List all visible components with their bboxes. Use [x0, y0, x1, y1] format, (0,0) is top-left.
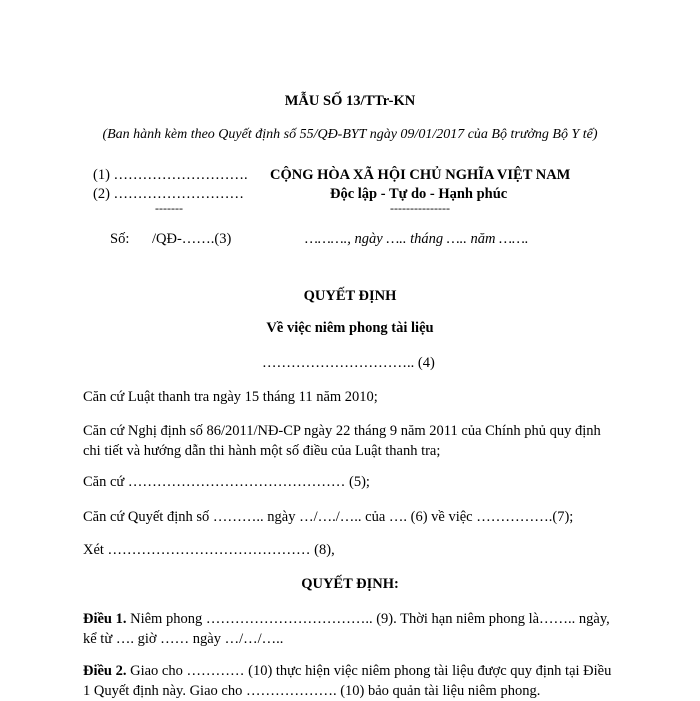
- decision-title: QUYẾT ĐỊNH: [303, 288, 397, 304]
- form-subtitle: (Ban hành kèm theo Quyết định số 55/QĐ-BYT ngày 09/01/2017 của Bộ trưởng Bộ Y tế): [102, 127, 598, 142]
- basis-item: Căn cứ Quyết định số ……….. ngày …/…./….. của …. (6) về việc …………….(7);: [83, 509, 574, 525]
- issuing-authority: ………………………….. (4): [262, 355, 435, 371]
- form-title: MẪU SỐ 13/TTr-KN: [284, 93, 416, 109]
- left-dash: -------: [155, 201, 183, 215]
- decision-subject: Về việc niêm phong tài liệu: [266, 320, 434, 336]
- nation-motto: Độc lập - Tự do - Hạnh phúc: [330, 186, 508, 202]
- article-label: Điều 1.: [83, 611, 127, 627]
- article-1: [83, 609, 618, 649]
- basis-item: Căn cứ Nghị định số 86/2011/NĐ-CP ngày 22 tháng 9 năm 2011 của Chính phủ quy định chi tiết và hướng dẫn thi hành một số điều của Luật thanh tra;: [83, 423, 601, 459]
- decision-number-label: Số:: [110, 231, 130, 247]
- nation-name: CỘNG HÒA XÃ HỘI CHỦ NGHĨA VIỆT NAM: [270, 167, 571, 183]
- right-dash: ---------------: [390, 201, 450, 215]
- article-2: [83, 661, 618, 701]
- agency-line-1: (1) ……………………….: [93, 167, 248, 183]
- basis-item: Căn cứ ……………………………………… (5);: [83, 474, 370, 490]
- agency-line-2: (2) ………………………: [93, 186, 245, 202]
- decide-heading: QUYẾT ĐỊNH:: [301, 576, 399, 592]
- article-text: Niêm phong …………………………….. (9). Thời hạn niêm phong là…….. ngày, kể từ …. giờ …… ngày …/…/…..: [83, 611, 610, 647]
- basis-item: Xét …………………………………… (8),: [83, 542, 335, 558]
- article-label: Điều 2.: [83, 663, 127, 679]
- article-text: Giao cho ………… (10) thực hiện việc niêm phong tài liệu được quy định tại Điều 1 Quyết định này. Giao cho ………………. (10) bảo quản tài liệu niêm phong.: [83, 663, 612, 699]
- basis-item: Căn cứ Luật thanh tra ngày 15 tháng 11 năm 2010;: [83, 389, 378, 405]
- decision-number-value: /QĐ-…….(3): [152, 231, 232, 247]
- date-line: ………., ngày ….. tháng ….. năm …….: [305, 231, 529, 247]
